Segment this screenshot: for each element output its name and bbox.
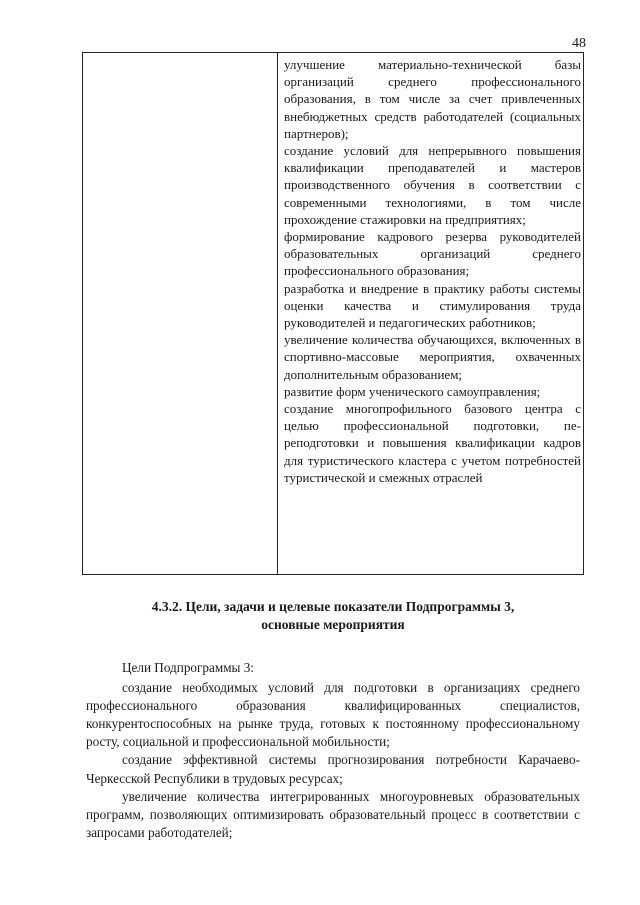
goal-item: создание необходимых условий для подготовки в организациях среднего профессионального образования квалифицированных специалистов, конкурентоспособных на рынке труда, готовых к постоянному профессиональному росту, социальной и профессиональной мобильности; [86, 680, 580, 750]
table-cell-item: улучшение материально-технической базы организаций среднего профессионального образования, в том числе за счет привлеченных внебюджетных средств работодателей (социальных партнеров); [284, 57, 581, 141]
table-right-cell [284, 56, 581, 486]
section-title [82, 598, 584, 634]
section-title-line: 4.3.2. Цели, задачи и целевые показатели Подпрограммы 3, [151, 599, 515, 614]
table-cell-item: формирование кадрового резерва руководителей образовательных организаций среднего профессионального образования; [284, 229, 581, 279]
table-cell-item: увеличение количества обучающихся, включенных в спортивно-массовые мероприятия, охваченных дополнительным образованием; [284, 332, 581, 382]
body-text [86, 659, 580, 842]
section-title-line: основные мероприятия [261, 617, 405, 632]
goal-item: увеличение количества интегрированных многоуровневых образовательных программ, позволяющих оптимизировать образовательный процесс в соответствии с запросами работодателей; [86, 788, 580, 840]
page-number: 48 [572, 36, 586, 51]
table-cell-item: разработка и внедрение в практику работы системы оценки качества и стимулирования труда руководителей и педагогических работников; [284, 280, 581, 331]
table-cell-item: создание многопрофильного базового центра с целью профессиональной подготовки, переподготовки и повышения квалификации кадров для туристического кластера с учетом потребностей туристической и смежных отраслей [284, 401, 581, 485]
goal-item: создание эффективной системы прогнозирования потребности Карачаево-Черкесской Республики в трудовых ресурсах; [86, 752, 580, 786]
table-column-divider [277, 53, 278, 574]
table-cell-item: создание условий для непрерывного повышения квалификации преподавателей и мастеров производственного обучения в соответствии с современными технологиями, в том числе прохождение стажировки на предприятиях; [284, 143, 581, 227]
table [82, 52, 584, 575]
table-cell-item: развитие форм ученического самоуправления; [284, 383, 541, 399]
goals-heading: Цели Подпрограммы 3: [122, 660, 254, 675]
